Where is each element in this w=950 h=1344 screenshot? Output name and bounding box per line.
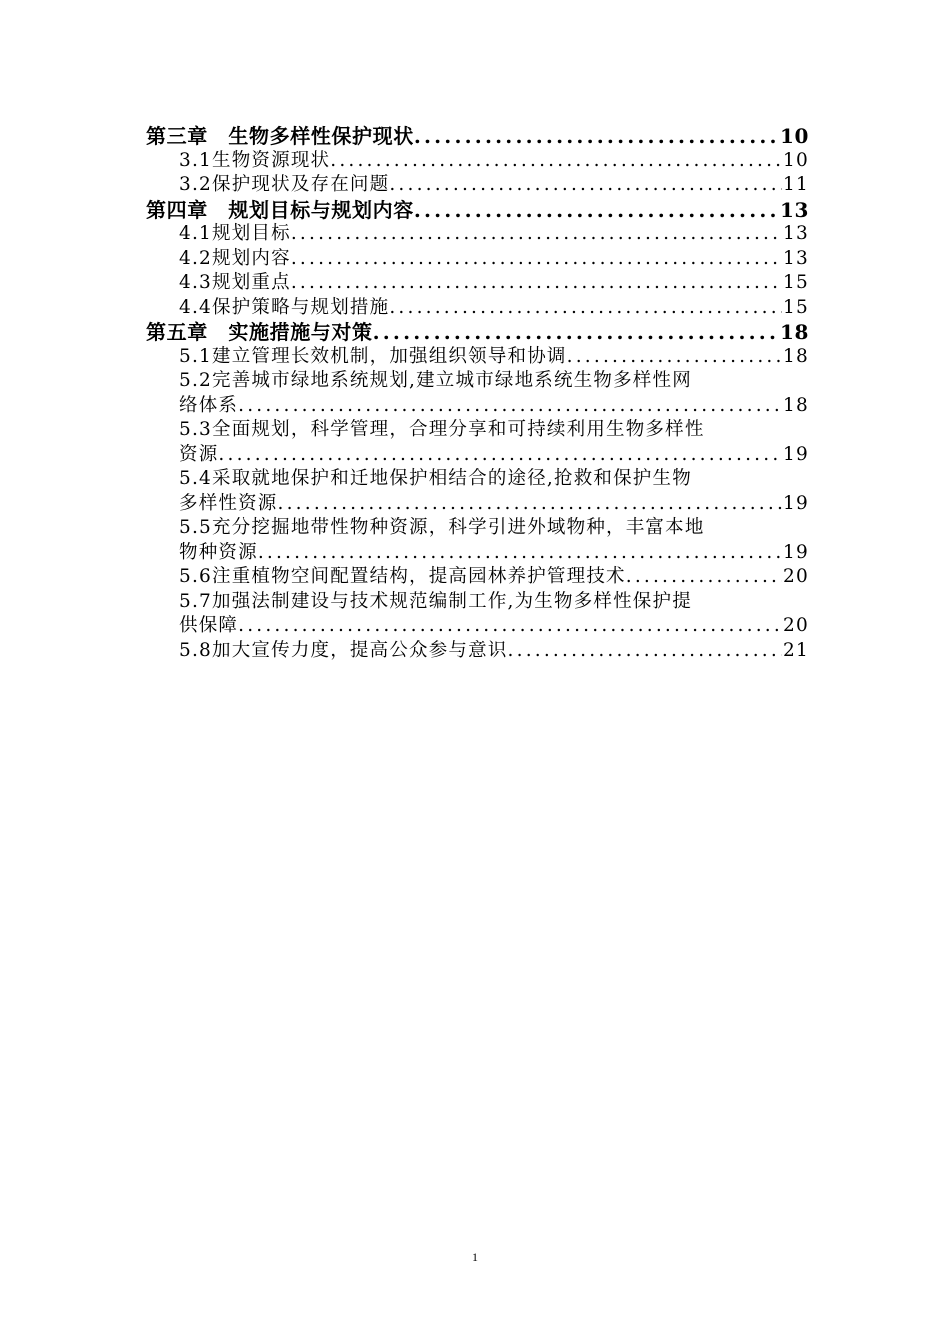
toc-entry-title-line1: 5.2完善城市绿地系统规划,建立城市绿地系统生物多样性网	[179, 370, 692, 391]
dot-leader	[389, 296, 782, 321]
toc-chapter-entry[interactable]	[146, 198, 809, 223]
toc-page-number: 11	[783, 174, 809, 195]
toc-entry-title: 5.1建立管理长效机制，加强组织领导和协调	[179, 345, 567, 367]
toc-section-entry[interactable]	[146, 467, 809, 516]
dot-leader	[218, 443, 782, 468]
toc-page-number: 19	[783, 492, 809, 514]
dot-leader	[291, 271, 782, 296]
toc-entry-title: 资源	[179, 443, 219, 465]
toc-entry-line	[179, 614, 809, 639]
toc-page-number: 19	[783, 443, 809, 465]
toc-entry-line	[146, 124, 809, 149]
toc-page-number: 15	[783, 296, 809, 318]
toc-entry-line	[179, 541, 809, 566]
toc-section-entry[interactable]	[146, 345, 809, 370]
toc-entry-title-line1: 5.7加强法制建设与技术规范编制工作,为生物多样性保护提	[179, 590, 692, 612]
toc-section-entry[interactable]	[146, 149, 809, 174]
dot-leader	[278, 492, 783, 517]
toc-entry-line	[179, 247, 809, 272]
toc-section-entry[interactable]	[146, 590, 809, 639]
toc-page-number: 10	[779, 124, 809, 148]
dot-leader	[567, 345, 782, 370]
toc-entry-line	[179, 639, 809, 664]
toc-page-number: 20	[783, 566, 809, 587]
toc-chapter-entry[interactable]	[146, 124, 809, 149]
toc-entry-title: 第三章 生物多样性保护现状	[146, 124, 414, 148]
toc-page-number: 19	[783, 541, 809, 563]
toc-entry-line	[146, 198, 809, 223]
toc-entry-line	[179, 149, 809, 174]
toc-section-entry[interactable]	[146, 271, 809, 296]
toc-entry-line	[179, 173, 809, 198]
dot-leader	[414, 198, 779, 223]
dot-leader	[258, 541, 782, 566]
toc-section-entry[interactable]	[146, 418, 809, 467]
toc-entry-title-line1: 5.4采取就地保护和迁地保护相结合的途径,抢救和保护生物	[179, 468, 692, 489]
toc-entry-title: 第四章 规划目标与规划内容	[146, 197, 414, 222]
toc-page-number: 18	[783, 394, 809, 416]
toc-page-number: 15	[783, 272, 809, 293]
toc-entry-line	[179, 394, 809, 419]
page-number: 1	[472, 1250, 478, 1264]
toc-entry-line	[179, 345, 809, 370]
toc-entry-title: 4.1规划目标	[179, 223, 291, 244]
toc-entry-title-line1: 5.3全面规划，科学管理，合理分享和可持续利用生物多样性	[179, 419, 705, 440]
toc-page-number: 13	[783, 223, 809, 244]
toc-chapter-entry[interactable]	[146, 320, 809, 345]
toc-entry-line	[179, 222, 809, 247]
toc-entry-title: 5.8加大宣传力度，提高公众参与意识	[179, 639, 508, 661]
toc-entry-line	[179, 565, 809, 590]
dot-leader	[238, 394, 782, 419]
dot-leader	[626, 565, 782, 590]
toc-page-number: 21	[783, 639, 809, 661]
toc-section-entry[interactable]	[146, 296, 809, 321]
toc-section-entry[interactable]	[146, 565, 809, 590]
toc-entry-line	[179, 271, 809, 296]
toc-entry-title: 物种资源	[179, 541, 258, 563]
dot-leader	[373, 320, 779, 345]
toc-entry-line	[179, 443, 809, 468]
dot-leader	[508, 639, 783, 664]
toc-section-entry[interactable]	[146, 222, 809, 247]
toc-page-number: 13	[779, 197, 809, 222]
toc-section-entry[interactable]	[146, 173, 809, 198]
toc-entry-title: 4.4保护策略与规划措施	[179, 296, 390, 318]
toc-entry-title: 第五章 实施措施与对策	[146, 320, 373, 344]
toc-page-number: 18	[779, 320, 809, 344]
toc-page-number: 13	[783, 247, 809, 269]
dot-leader	[291, 222, 782, 247]
toc-entry-title: 3.1生物资源现状	[179, 149, 331, 171]
dot-leader	[238, 614, 782, 639]
toc-entry-title-line1: 5.5充分挖掘地带性物种资源，科学引进外域物种，丰富本地	[179, 517, 705, 538]
toc-page-number: 20	[783, 615, 809, 636]
toc-section-entry[interactable]	[146, 516, 809, 565]
toc-entry-line	[179, 492, 809, 517]
toc-entry-title: 5.6注重植物空间配置结构，提高园林养护管理技术	[179, 566, 626, 587]
toc-entry-line	[146, 320, 809, 345]
dot-leader	[291, 247, 782, 272]
dot-leader	[414, 124, 779, 149]
toc-entry-line	[179, 296, 809, 321]
dot-leader	[389, 173, 782, 198]
dot-leader	[330, 149, 782, 174]
toc-page-number: 18	[783, 345, 809, 367]
toc-section-entry[interactable]	[146, 369, 809, 418]
toc-section-entry[interactable]	[146, 639, 809, 664]
toc-entry-title: 络体系	[179, 394, 239, 416]
toc-entry-title: 4.2规划内容	[179, 247, 291, 269]
toc-page-number: 10	[783, 149, 809, 171]
table-of-contents	[146, 124, 809, 663]
toc-entry-title: 3.2保护现状及存在问题	[179, 174, 390, 195]
toc-section-entry[interactable]	[146, 247, 809, 272]
toc-entry-title: 4.3规划重点	[179, 272, 291, 293]
toc-entry-title: 多样性资源	[179, 492, 278, 514]
toc-entry-title: 供保障	[179, 615, 239, 636]
